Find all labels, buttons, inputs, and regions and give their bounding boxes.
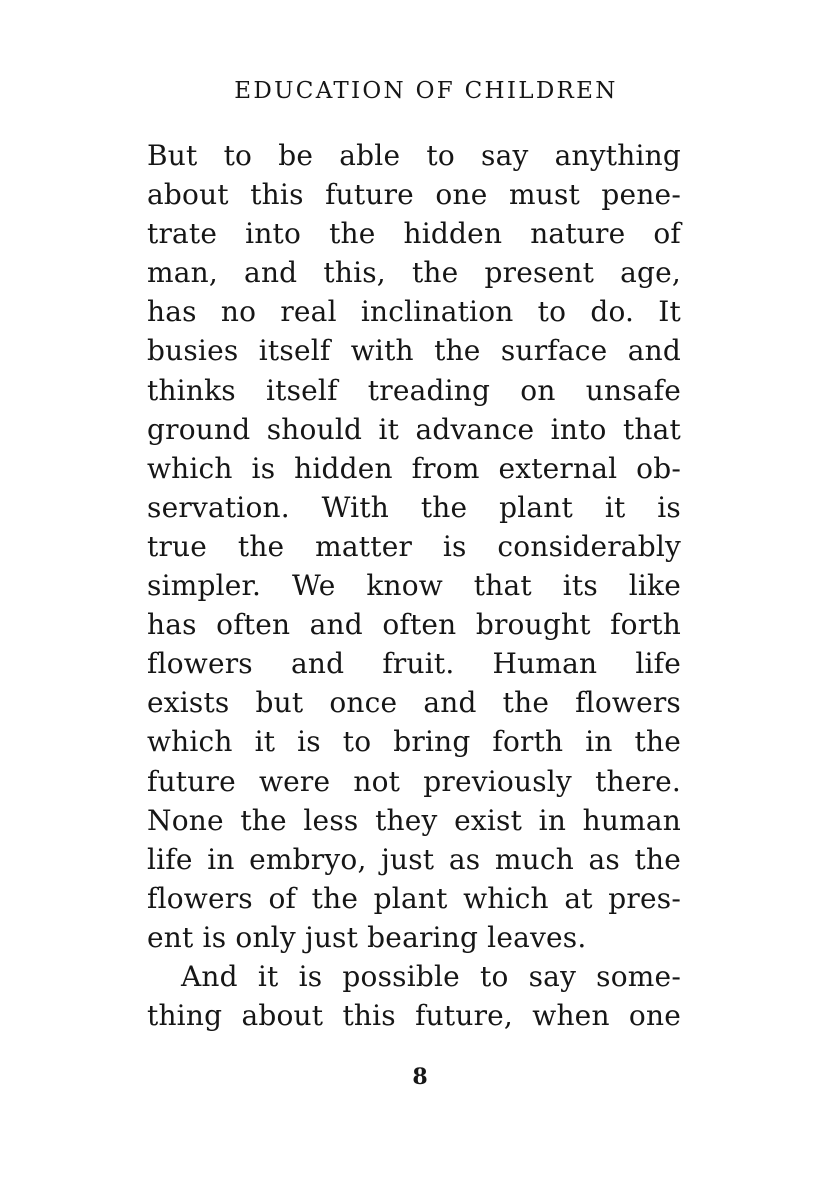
text-line: None the less they exist in human — [147, 803, 681, 837]
text-line: trate into the hidden nature of — [147, 217, 681, 251]
text-line: man, and this, the present age, — [147, 256, 681, 290]
text-line: life in embryo, just as much as the — [147, 842, 681, 876]
text-line: flowers of the plant which at pres- — [147, 881, 681, 915]
text-line: ent is only just bearing leaves. — [147, 920, 587, 954]
text-line: which is hidden from external ob- — [147, 451, 681, 485]
text-line: flowers and fruit. Human life — [147, 647, 681, 681]
text-line: busies itself with the surface and — [147, 334, 681, 368]
text-line: And it is possible to say some- — [181, 959, 681, 993]
text-line: But to be able to say anything — [147, 139, 681, 172]
page-number: 8 — [412, 1064, 428, 1090]
text-line: true the matter is considerably — [147, 529, 681, 563]
text-line: thinks itself treading on unsafe — [147, 373, 681, 407]
text-line: future were not previously there. — [147, 764, 681, 798]
running-head: EDUCATION OF CHILDREN — [234, 78, 618, 104]
text-line: thing about this future, when one — [147, 999, 681, 1033]
text-line: has often and often brought forth — [147, 608, 681, 642]
paragraph-2 — [147, 957, 681, 1035]
text-line: which it is to bring forth in the — [147, 725, 681, 759]
text-line: servation. With the plant it is — [147, 490, 681, 524]
text-line: has no real inclination to do. It — [147, 295, 681, 329]
text-line: ground should it advance into that — [147, 412, 681, 446]
text-line: about this future one must pene- — [147, 178, 681, 212]
body-text — [147, 136, 681, 1035]
paragraph-1 — [147, 136, 681, 957]
text-line: simpler. We know that its like — [147, 569, 681, 603]
text-line: exists but once and the flowers — [147, 686, 681, 720]
